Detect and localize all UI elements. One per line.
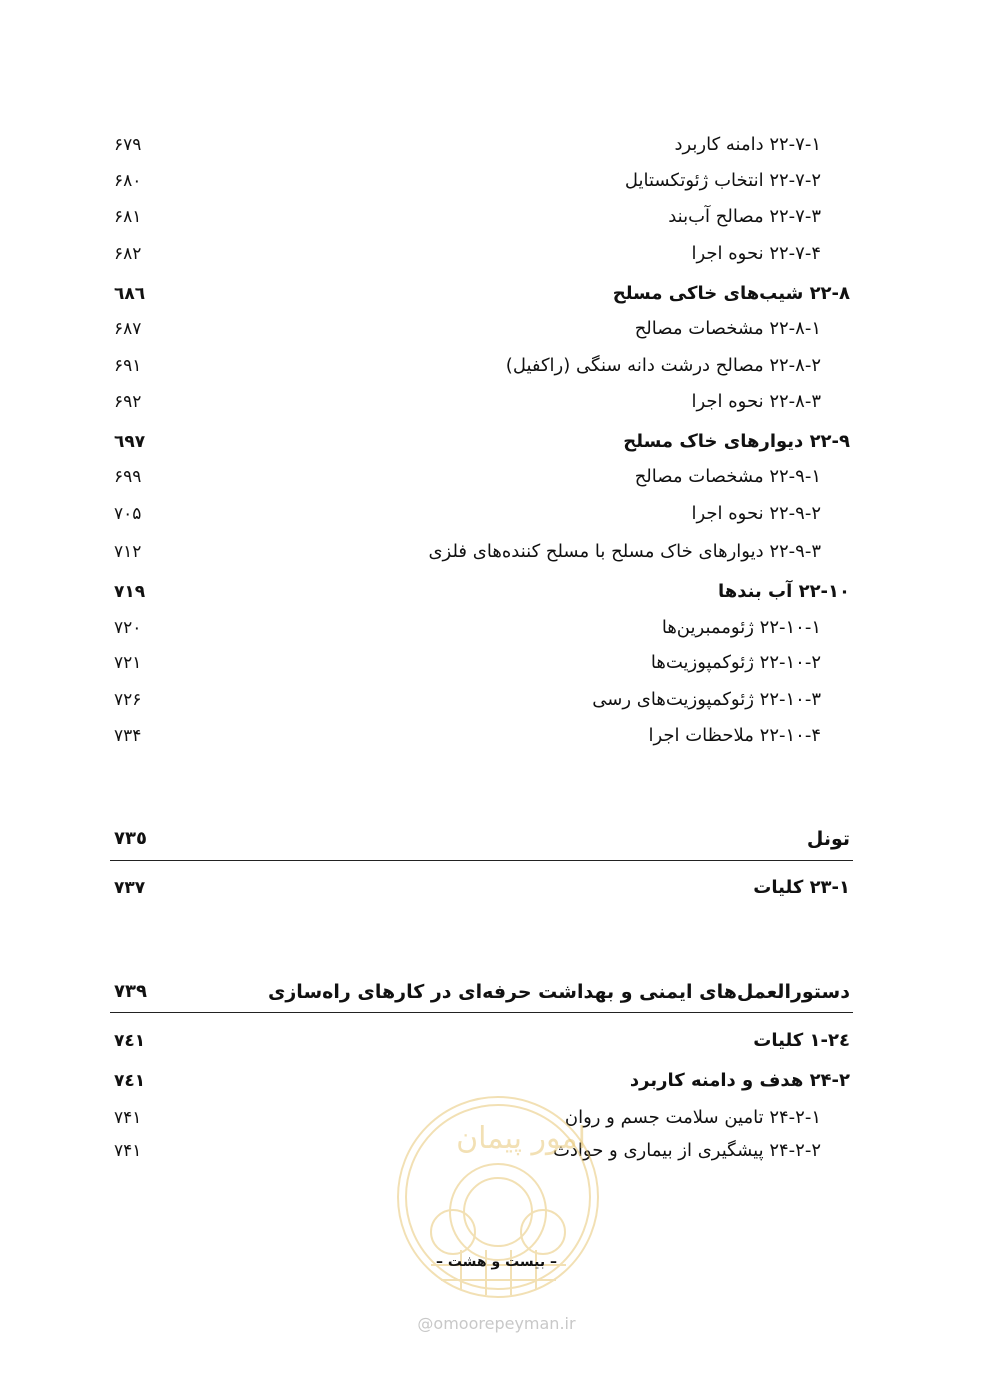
chapter-title: تونل <box>806 828 850 850</box>
toc-entry-page: ۶۹۱ <box>114 356 142 376</box>
toc-section-page: ٦٨٦ <box>114 284 146 304</box>
toc-section-title: ۲۲-۹ دیوارهای خاک مسلح <box>623 431 850 452</box>
toc-entry-title: ۲۲-۷-۴ نحوه اجرا <box>691 243 821 264</box>
toc-section-title: ۲۲-۸ شیب‌های خاکی مسلح <box>612 283 850 304</box>
chapter-divider <box>110 1012 853 1013</box>
toc-entry-page: ۷۴۱ <box>114 1108 142 1128</box>
chapter-page: ٧٣٩ <box>114 981 147 1002</box>
toc-section-title: ۲۴-۲ هدف و دامنه کاربرد <box>629 1070 850 1091</box>
toc-entry-title: ۲۲-۹-۳ دیوارهای خاک مسلح با مسلح کننده‌های فلزی <box>428 541 821 562</box>
watermark-logo <box>391 1090 606 1305</box>
toc-entry-page: ۷۲۱ <box>114 653 142 673</box>
toc-section-page: ٧٣٧ <box>114 878 146 898</box>
toc-chapter-23 <box>0 822 993 856</box>
toc-entry-page: ۶۸۰ <box>114 171 142 191</box>
toc-entry <box>0 200 993 234</box>
toc-section-page: ٧١٩ <box>114 582 146 602</box>
toc-section <box>0 425 993 459</box>
toc-entry-title: ۲۲-۱۰-۱ ژئوممبرین‌ها <box>661 617 821 638</box>
toc-entry-title: ۲۴-۲-۱ تامین سلامت جسم و روان <box>564 1107 821 1128</box>
toc-entry-page: ۶۹۲ <box>114 392 142 412</box>
toc-entry-title: ۲۲-۹-۲ نحوه اجرا <box>691 503 821 524</box>
toc-entry <box>0 460 993 494</box>
toc-entry <box>0 237 993 271</box>
toc-entry-page: ۶۸۲ <box>114 244 142 264</box>
page-number-footer: – بیست و هشت – <box>435 1254 557 1270</box>
toc-entry <box>0 385 993 419</box>
toc-entry-title: ۲۲-۷-۳ مصالح آب‌بند <box>668 206 821 227</box>
toc-entry-page: ۷۴۱ <box>114 1141 142 1161</box>
toc-section-title: ۲۳-۱ کلیات <box>753 877 850 898</box>
chapter-title: دستورالعمل‌های ایمنی و بهداشت حرفه‌ای در کارهای راه‌سازی <box>267 981 850 1003</box>
toc-section-page: ٧٤١ <box>114 1071 146 1091</box>
toc-entry-title: ۲۲-۱۰-۴ ملاحظات اجرا <box>648 725 821 746</box>
toc-entry <box>0 646 993 680</box>
toc-section <box>0 575 993 609</box>
toc-entry <box>0 611 993 645</box>
toc-entry-page: ۶۷۹ <box>114 135 142 155</box>
toc-entry-title: ۲۲-۷-۲ انتخاب ژئوتکستایل <box>624 170 821 191</box>
watermark-url: @omoorepeyman.ir <box>417 1314 576 1333</box>
toc-entry-title: ۲۲-۸-۳ نحوه اجرا <box>691 391 821 412</box>
toc-entry-page: ۶۹۹ <box>114 467 142 487</box>
toc-entry <box>0 349 993 383</box>
toc-section-title: ۲۲-۱۰ آب بندها <box>718 581 850 602</box>
toc-section <box>0 1024 993 1058</box>
toc-entry <box>0 128 993 162</box>
toc-entry <box>0 312 993 346</box>
toc-entry-title: ۲۲-۹-۱ مشخصات مصالح <box>634 466 821 487</box>
toc-entry <box>0 719 993 753</box>
toc-entry-title: ۲۲-۸-۲ مصالح درشت دانه سنگی (راکفیل) <box>505 355 821 376</box>
toc-entry-page: ۷۱۲ <box>114 542 142 562</box>
toc-entry-page: ۶۸۱ <box>114 207 142 227</box>
toc-entry-page: ۶۸۷ <box>114 319 142 339</box>
toc-section-page: ٦٩٧ <box>114 432 146 452</box>
toc-entry <box>0 535 993 569</box>
toc-entry-title: ۲۲-۷-۱ دامنه کاربرد <box>674 134 821 155</box>
chapter-page: ٧٣٥ <box>114 828 147 849</box>
toc-entry-title: ۲۲-۱۰-۲ ژئوکمپوزیت‌ها <box>650 652 821 673</box>
toc-entry <box>0 683 993 717</box>
toc-chapter-24 <box>0 975 993 1009</box>
toc-section-page: ٧٤١ <box>114 1031 146 1051</box>
toc-entry-title: ۲۲-۸-۱ مشخصات مصالح <box>634 318 821 339</box>
toc-section <box>0 277 993 311</box>
chapter-divider <box>110 860 853 861</box>
toc-entry-page: ۷۲۶ <box>114 690 142 710</box>
toc-entry-page: ۷۳۴ <box>114 726 142 746</box>
toc-entry <box>0 497 993 531</box>
toc-entry-title: ۲۲-۱۰-۳ ژئوکمپوزیت‌های رسی <box>592 689 821 710</box>
watermark-logo-text: امور پیمان <box>456 1121 586 1156</box>
toc-entry-page: ۷۲۰ <box>114 618 142 638</box>
toc-entry-page: ۷۰۵ <box>114 504 142 524</box>
toc-entry <box>0 164 993 198</box>
toc-section-title: ٢٤-١ کلیات <box>753 1030 850 1051</box>
toc-entry-title: ۲۴-۲-۲ پیشگیری از بیماری و حوادث <box>552 1140 821 1161</box>
toc-section <box>0 871 993 905</box>
